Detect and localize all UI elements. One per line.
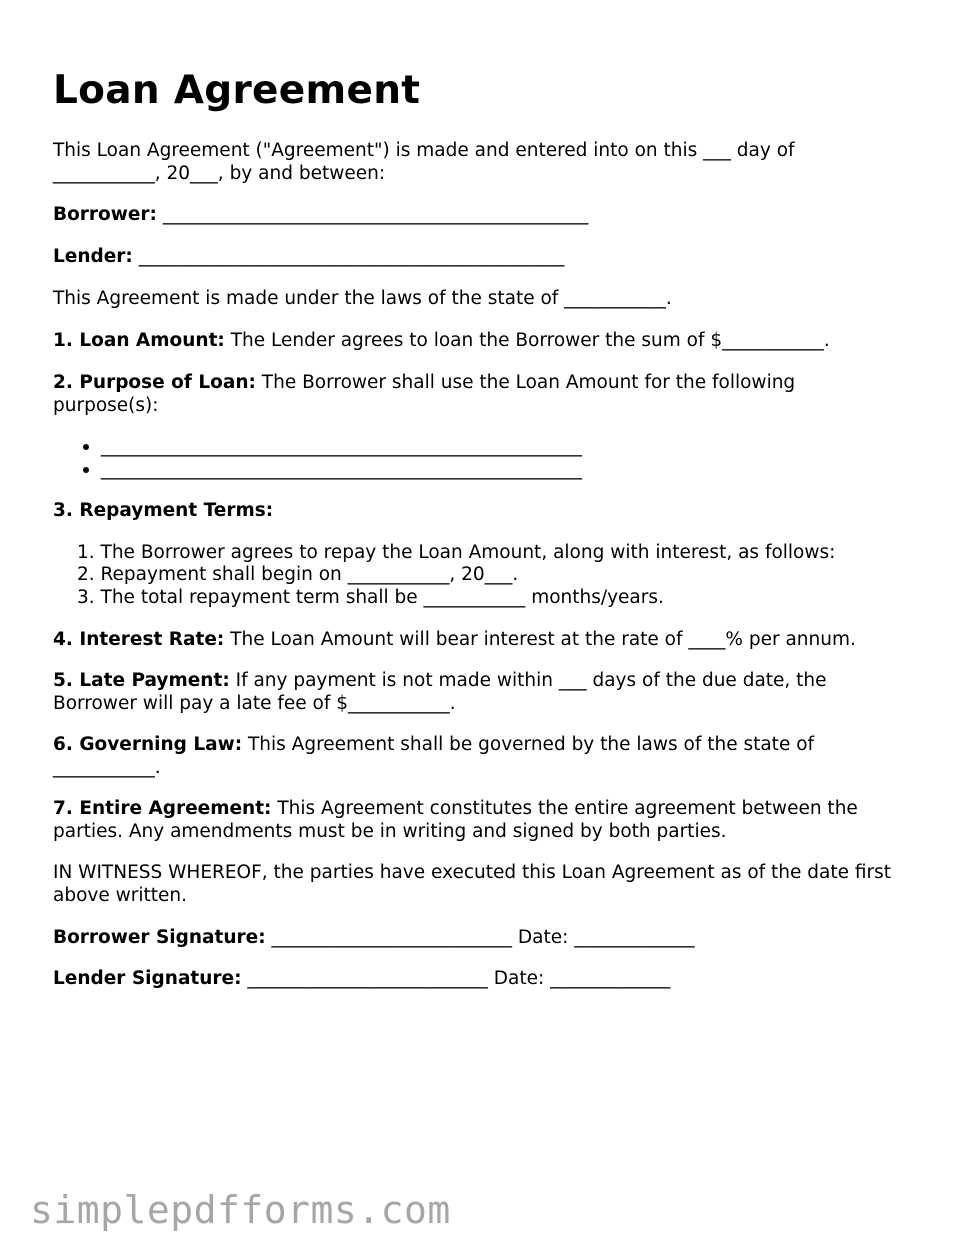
repayment-item-2: 2. Repayment shall begin on ___________, 20___. bbox=[77, 564, 519, 585]
purpose-blank-1[interactable]: ____________________________________________________ bbox=[101, 436, 582, 457]
lender-field[interactable] bbox=[53, 246, 564, 269]
governing-law-text: This Agreement shall be governed by the laws of the state of ___________. bbox=[53, 734, 815, 778]
purpose-heading: 2. Purpose of Loan: bbox=[53, 372, 256, 393]
repayment-item-1: 1. The Borrower agrees to repay the Loan Amount, along with interest, as follows: bbox=[77, 542, 836, 563]
lender-signature-blanks[interactable]: __________________________ Date: _____________ bbox=[247, 968, 671, 989]
purpose-text: The Borrower shall use the Loan Amount for the following purpose(s): bbox=[53, 372, 796, 416]
lender-blank[interactable]: ______________________________________________ bbox=[138, 246, 565, 267]
watermark: simplepdfforms.com bbox=[30, 1188, 451, 1232]
section-interest bbox=[53, 629, 856, 652]
interest-text: The Loan Amount will bear interest at the rate of ____% per annum. bbox=[230, 629, 856, 650]
loan-amount-heading: 1. Loan Amount: bbox=[53, 330, 225, 351]
purpose-blank-2[interactable]: ____________________________________________________ bbox=[101, 459, 582, 480]
bullet-icon bbox=[83, 467, 89, 473]
page-title: Loan Agreement bbox=[53, 68, 421, 113]
section-purpose bbox=[53, 372, 833, 417]
entire-agreement-text: This Agreement constitutes the entire agreement between the parties. Any amendments must be in writing and signed by both parties. bbox=[53, 798, 858, 842]
borrower-signature-blanks[interactable]: __________________________ Date: _____________ bbox=[271, 927, 695, 948]
repayment-item-3: 3. The total repayment term shall be ___________ months/years. bbox=[77, 587, 664, 608]
governing-law-heading: 6. Governing Law: bbox=[53, 734, 243, 755]
bullet-icon bbox=[83, 444, 89, 450]
section-entire-agreement bbox=[53, 798, 888, 843]
lender-signature-label: Lender Signature: bbox=[53, 968, 242, 989]
lender-signature-line[interactable] bbox=[53, 968, 670, 991]
late-payment-text: If any payment is not made within ___ days of the due date, the Borrower will pay a late fee of $___________. bbox=[53, 670, 827, 714]
loan-amount-text: The Lender agrees to loan the Borrower the sum of $___________. bbox=[230, 330, 830, 351]
section-late-payment bbox=[53, 670, 853, 715]
late-payment-heading: 5. Late Payment: bbox=[53, 670, 230, 691]
entire-agreement-heading: 7. Entire Agreement: bbox=[53, 798, 272, 819]
borrower-signature-line[interactable] bbox=[53, 927, 694, 950]
intro-paragraph: This Loan Agreement ("Agreement") is made and entered into on this ___ day of ___________, 20___, by and between: bbox=[53, 140, 795, 184]
borrower-label: Borrower: bbox=[53, 204, 157, 225]
repayment-heading: 3. Repayment Terms: bbox=[53, 500, 274, 521]
section-repayment bbox=[53, 500, 273, 523]
witness-paragraph: IN WITNESS WHEREOF, the parties have executed this Loan Agreement as of the date first above written. bbox=[53, 862, 892, 906]
borrower-signature-label: Borrower Signature: bbox=[53, 927, 266, 948]
interest-heading: 4. Interest Rate: bbox=[53, 629, 225, 650]
lender-label: Lender: bbox=[53, 246, 133, 267]
borrower-blank[interactable]: ______________________________________________ bbox=[162, 204, 589, 225]
section-governing-law bbox=[53, 734, 843, 779]
section-loan-amount bbox=[53, 330, 830, 353]
state-law-paragraph: This Agreement is made under the laws of the state of ___________. bbox=[53, 288, 672, 309]
borrower-field[interactable] bbox=[53, 204, 588, 227]
